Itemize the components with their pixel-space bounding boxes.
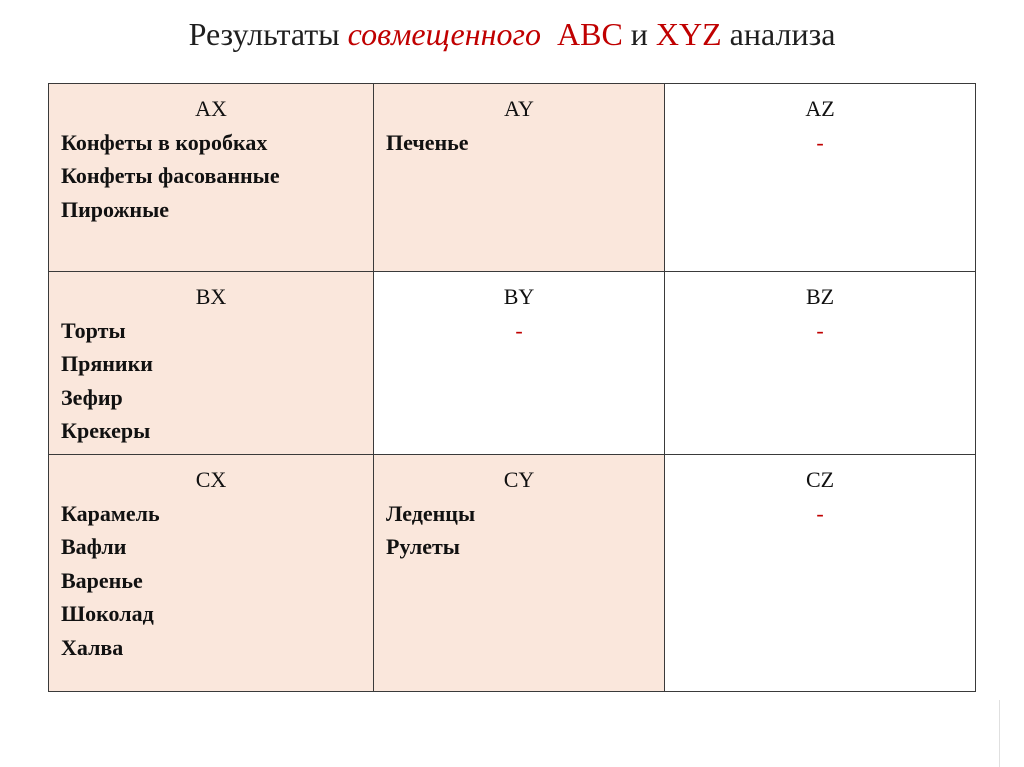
title-highlight-combined: совмещенного [347,16,541,52]
product-item: Печенье [386,129,469,155]
cell-code: CZ [805,467,835,492]
matrix-row-a [49,84,976,272]
cell-content [374,84,664,159]
title-connector: и [630,16,648,52]
cell-content [49,272,373,448]
empty-mark: - [816,317,824,343]
slide-edge-decoration [999,700,1024,767]
cell-content [665,272,975,347]
empty-mark: - [816,129,824,155]
cell-code: AX [195,96,227,121]
slide-title [0,10,1024,58]
cell-code: AY [504,96,534,121]
cell-content [49,84,373,226]
product-item: Торты [61,317,126,343]
matrix-cell-bz [665,272,976,455]
product-item: Халва [61,634,124,660]
title-highlight-abc: ABC [556,16,623,52]
product-item: Конфеты фасованные [61,163,280,188]
title-prefix: Результаты [188,16,340,52]
cell-code: BX [195,284,227,309]
cell-code: BZ [805,284,835,309]
cell-content [374,272,664,347]
product-item: Пряники [61,351,153,376]
matrix-cell-cz [665,455,976,692]
product-item: Зефир [61,384,123,410]
cell-content [374,455,664,564]
matrix-cell-az [665,84,976,272]
cell-content [665,455,975,530]
matrix-cell-bx [49,272,374,455]
matrix-row-b [49,272,976,455]
title-suffix: анализа [729,16,836,52]
product-item: Рулеты [386,534,460,559]
product-item: Конфеты в коробках [61,129,268,155]
product-item: Крекеры [61,418,151,443]
cell-content [665,84,975,159]
cell-code: CX [195,467,227,492]
cell-code: BY [503,284,535,309]
cell-content [49,455,373,664]
matrix-row-c [49,455,976,692]
empty-mark: - [816,500,824,526]
matrix-cell-ax [49,84,374,272]
product-item: Леденцы [386,500,476,526]
matrix-cell-ay [374,84,665,272]
product-item: Вафли [61,534,127,559]
cell-code: AZ [805,96,835,121]
title-spacer [549,16,557,52]
empty-mark: - [515,317,523,343]
abc-xyz-matrix [48,83,976,692]
product-item: Пирожные [61,196,170,222]
product-item: Варенье [61,567,143,593]
product-item: Карамель [61,500,160,526]
title-highlight-xyz: XYZ [655,16,722,52]
matrix-cell-by [374,272,665,455]
cell-code: CY [503,467,535,492]
product-item: Шоколад [61,601,154,626]
matrix-cell-cy [374,455,665,692]
matrix-cell-cx [49,455,374,692]
